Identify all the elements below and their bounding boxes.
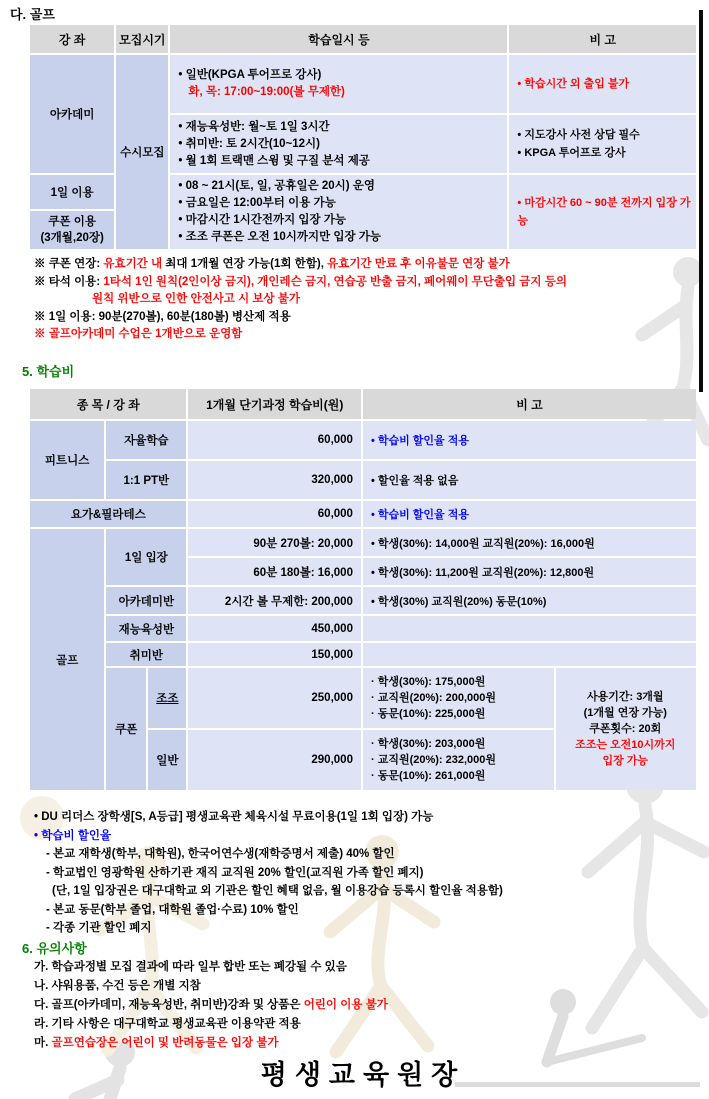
fitness-label: 피트니스 xyxy=(30,421,104,499)
schedule-line: • 취미반: 토 2시간(10~12시) xyxy=(178,137,320,150)
header-fee: 1개월 단기과정 학습비(원) xyxy=(188,389,361,419)
academy-class-fee: 2시간 볼 무제한: 200,000 xyxy=(188,587,361,614)
schedule-line: • 조조 쿠폰은 오전 10시까지만 입장 가능 xyxy=(178,231,382,243)
table-row xyxy=(30,616,696,641)
precaution-item: 마. 골프연습장은 어린이 및 반려동물은 입장 불가 xyxy=(34,1037,279,1049)
academy-general-schedule xyxy=(170,55,507,113)
coupon-early-fee: 250,000 xyxy=(188,668,361,728)
bullet-line: • 학습비 할인율 xyxy=(34,829,112,842)
golf-heading: 다. 골프 xyxy=(10,7,55,22)
academy-label: 아카데미 xyxy=(30,55,114,173)
header-note: 비 고 xyxy=(363,389,696,419)
day-pass-label: 1일 입장 xyxy=(106,529,186,585)
recruit-period-cell: 수시모집 xyxy=(116,55,168,249)
precaution-list xyxy=(34,958,698,1053)
coupon-general-fee: 290,000 xyxy=(188,730,361,790)
discount-item: - 본교 재학생(학부, 대학원), 한국어연수생(재학증명서 제출) 40% 할인 xyxy=(46,848,395,860)
academy-class-note: • 학생(30%) 교직원(20%) 동문(10%) xyxy=(363,587,696,614)
coupon-use-label: 쿠폰 이용 (3개월,20장) xyxy=(30,211,114,249)
fee-table xyxy=(28,387,698,792)
header-period: 모집시기 xyxy=(116,25,168,53)
hobby-fee: 150,000 xyxy=(188,643,361,666)
footnote-line: ※ 타석 이용: 1타석 1인 원칙(2인이상 금지), 개인레슨 금지, 연습공 반출 금지, 페어웨이 무단출입 금지 등의 xyxy=(34,275,567,288)
hobby-note-empty xyxy=(363,643,696,666)
precaution-item: 다. 골프(아카데미, 재능육성반, 취미반)강좌 및 상품은 어린이 이용 불가 xyxy=(34,999,388,1011)
schedule-line-red: 화, 목: 17:00~19:00(볼 무제한) xyxy=(188,86,345,98)
header-schedule: 학습일시 등 xyxy=(170,25,507,53)
schedule-line: • 마감시간 1시간전까지 입장 가능 xyxy=(178,214,347,226)
day-use-note: • 마감시간 60 ~ 90분 전까지 입장 가능 xyxy=(509,175,696,249)
schedule-line: • 월 1회 트랙맨 스윙 및 구질 분석 제공 xyxy=(178,154,370,167)
golf-label: 골프 xyxy=(30,529,104,790)
precaution-heading: 6. 유의사항 xyxy=(22,941,87,956)
footnote-line: ※ 쿠폰 연장: 유효기간 내 최대 1개월 연장 가능(1회 한함), 유효기간 만료 후 이유불문 연장 불가 xyxy=(34,258,510,270)
talent-fee: 450,000 xyxy=(188,616,361,641)
pt-note: • 할인율 적용 없음 xyxy=(363,461,696,499)
day-pass-60-fee: 60분 180볼: 16,000 xyxy=(188,558,361,585)
table-row xyxy=(30,501,696,527)
schedule-line: • 금요일은 12:00부터 이용 가능 xyxy=(178,197,336,209)
pt-label: 1:1 PT반 xyxy=(106,461,186,499)
day-pass-90-fee: 90분 270볼: 20,000 xyxy=(188,529,361,556)
golf-schedule-table xyxy=(28,23,698,251)
coupon-general-label: 일반 xyxy=(148,730,186,790)
precaution-item: 가. 학습과정별 모집 결과에 따라 일부 합반 또는 폐강될 수 있음 xyxy=(34,961,347,973)
yoga-fee: 60,000 xyxy=(188,501,361,527)
academy-general-note: • 학습시간 외 출입 불가 xyxy=(509,55,696,113)
page-edge-bar xyxy=(699,10,703,392)
table-row xyxy=(30,668,696,728)
day-pass-90-note: • 학생(30%): 14,000원 교직원(20%): 16,000원 xyxy=(363,529,696,556)
discount-item: - 각종 기관 할인 폐지 xyxy=(46,922,152,934)
table-row xyxy=(30,421,696,459)
self-study-note: • 학습비 할인율 적용 xyxy=(363,421,696,459)
schedule-line: • 재능육성반: 월~토 1일 3시간 xyxy=(178,120,330,133)
table-row xyxy=(30,643,696,666)
discount-bullets xyxy=(34,808,698,938)
coupon-early-notes: · 학생(30%): 175,000원 · 교직원(20%): 200,000원 · 동문(10%): 225,000원 xyxy=(363,668,554,728)
yoga-label: 요가&필라테스 xyxy=(30,501,186,527)
header-course: 강 좌 xyxy=(30,25,114,53)
header-course: 종 목 / 강 좌 xyxy=(30,389,186,419)
precaution-item: 라. 기타 사항은 대구대학교 평생교육관 이용약관 적용 xyxy=(34,1018,301,1030)
table-row xyxy=(30,529,696,556)
coupon-usage-info: 사용기간: 3개월 (1개월 연장 가능) 쿠폰횟수: 20회 조조는 오전10시까지 입장 가능 xyxy=(556,668,696,790)
academy-class-note: • 지도강사 사전 상담 필수 • KPGA 투어프로 강사 xyxy=(509,115,696,173)
hobby-label: 취미반 xyxy=(106,643,186,666)
table-row xyxy=(30,461,696,499)
talent-note-empty xyxy=(363,616,696,641)
discount-item: (단, 1일 입장권은 대구대학교 외 기관은 할인 혜택 없음, 월 이용강습 등록시 할인율 적용함) xyxy=(52,885,503,897)
academy-class-label: 아카데미반 xyxy=(106,587,186,614)
coupon-general-notes: · 학생(30%): 203,000원 · 교직원(20%): 232,000원 · 동문(10%): 261,000원 xyxy=(363,730,554,790)
bullet-line: • DU 리더스 장학생[S, A등급] 평생교육관 체육시설 무료이용(1일 1회 입장) 가능 xyxy=(34,811,434,823)
schedule-line: • 08 ~ 21시(토, 일, 공휴일은 20시) 운영 xyxy=(178,180,376,192)
pt-fee: 320,000 xyxy=(188,461,361,499)
day-use-schedule xyxy=(170,175,507,249)
self-study-fee: 60,000 xyxy=(188,421,361,459)
academy-class-schedule xyxy=(170,115,507,173)
footnote-line: ※ 1일 이용: 90분(270볼), 60분(180볼) 병산제 적용 xyxy=(34,310,291,323)
schedule-line: • 일반(KPGA 투어프로 강사) xyxy=(178,69,322,81)
day-use-label: 1일 이용 xyxy=(30,175,114,209)
coupon-label: 쿠폰 xyxy=(106,668,146,790)
director-signature: 평생교육원장 xyxy=(260,1060,466,1090)
talent-label: 재능육성반 xyxy=(106,616,186,641)
fee-section-heading: 5. 학습비 xyxy=(22,364,75,379)
table-header-row xyxy=(30,25,696,53)
golf-footnotes xyxy=(34,256,698,344)
table-row xyxy=(30,55,696,113)
header-note: 비 고 xyxy=(509,25,696,53)
footnote-line: ※ 골프아카데미 수업은 1개반으로 운영함 xyxy=(34,328,243,340)
day-pass-60-note: • 학생(30%): 11,200원 교직원(20%): 12,800원 xyxy=(363,558,696,585)
precaution-item: 나. 샤워용품, 수건 등은 개별 지참 xyxy=(34,980,201,992)
footnote-line-cont: 원칙 위반으로 인한 안전사고 시 보상 불가 xyxy=(92,293,301,305)
self-study-label: 자율학습 xyxy=(106,421,186,459)
discount-item: - 학교법인 영광학원 산하기관 재직 교직원 20% 할인(교직원 가족 할인 폐지) xyxy=(46,866,424,879)
coupon-early-label: 조조 xyxy=(148,668,186,728)
table-row xyxy=(30,587,696,614)
yoga-note: • 학습비 할인율 적용 xyxy=(363,501,696,527)
table-header-row xyxy=(30,389,696,419)
discount-item: - 본교 동문(학부 졸업, 대학원 졸업·수료) 10% 할인 xyxy=(46,903,299,916)
